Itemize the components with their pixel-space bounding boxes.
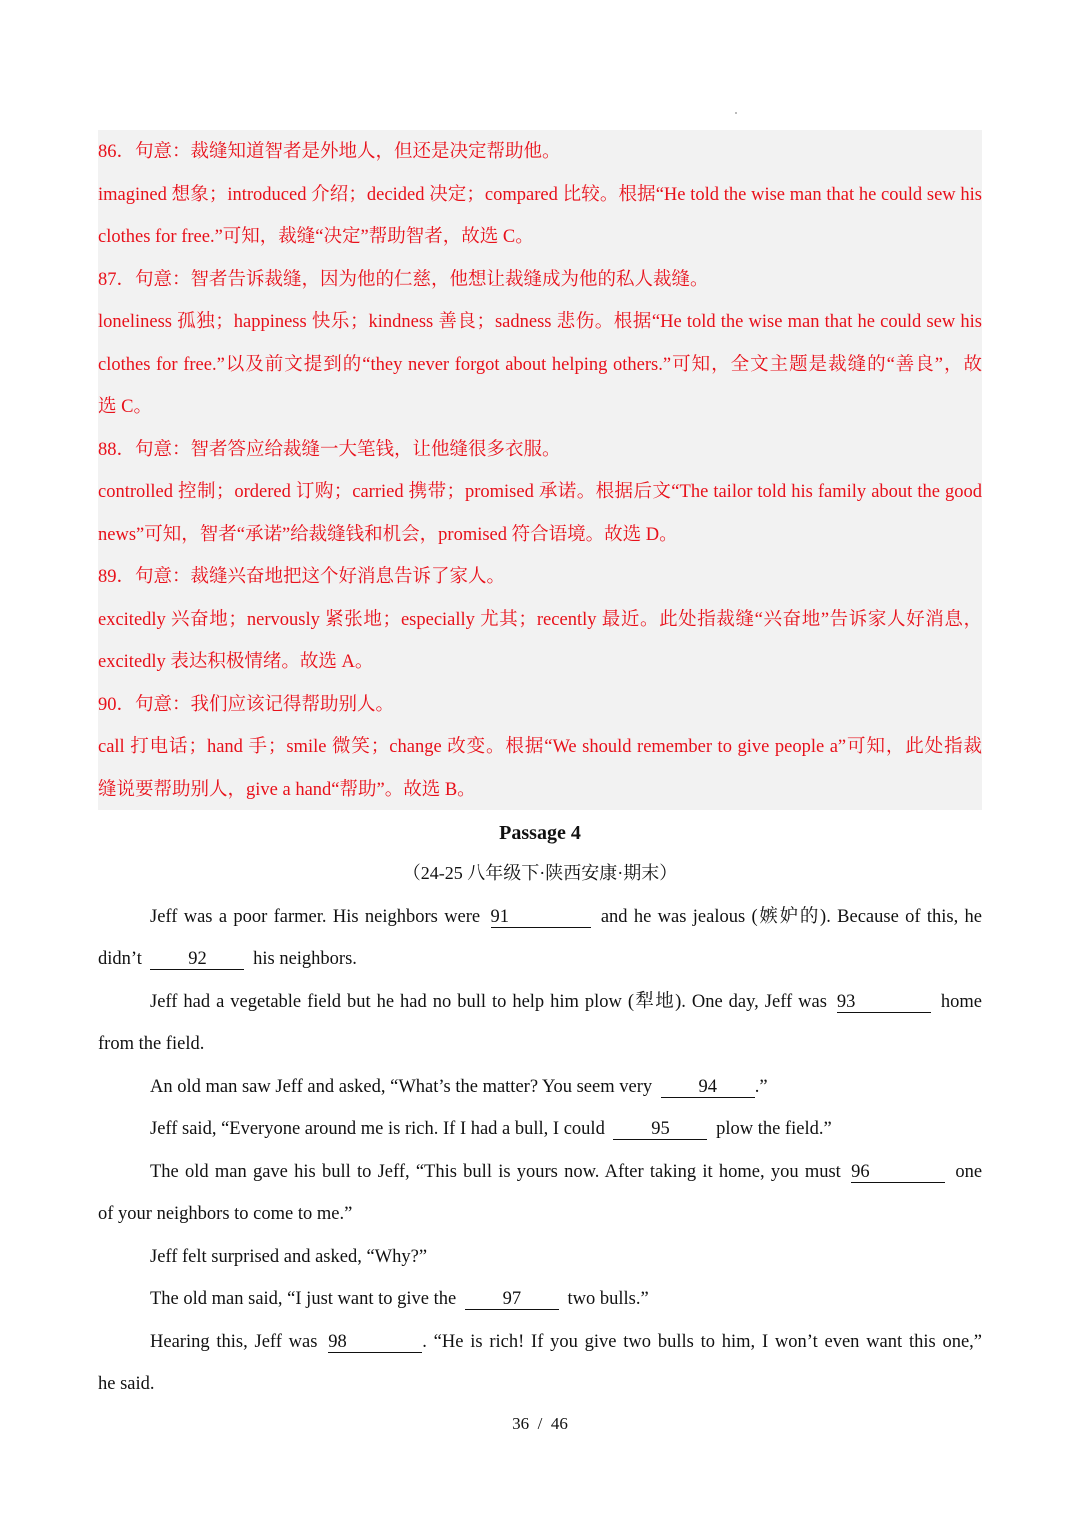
page-separator: / [537, 1414, 543, 1433]
answer-90-sentence: 90．句意：我们应该记得帮助别人。 [98, 695, 395, 715]
answer-90-explanation: call 打电话；hand 手；smile 微笑；change 改变。根据“We should remember to give people a”可知，此处指裁 [98, 737, 982, 757]
passage-text: and he was jealous (嫉妒的). Because of this, he [600, 907, 983, 927]
blank-91[interactable]: 91 [491, 907, 591, 928]
passage-text: The old man said, “I just want to give the [150, 1289, 457, 1309]
passage-text: The old man gave his bull to Jeff, “This bull is yours now. After taking it home, you must [150, 1162, 841, 1182]
passage-text: one [955, 1162, 983, 1182]
answer-90-explanation-cont: 缝说要帮助别人，give a hand“帮助”。故选 B。 [98, 780, 476, 800]
passage-text: two bulls.” [567, 1289, 649, 1309]
answer-87-conclusion: 选 C。 [98, 397, 152, 417]
passage-line [150, 905, 982, 929]
passage-line [98, 947, 982, 971]
passage-line [150, 990, 982, 1014]
passage-text: . “He is rich! If you give two bulls to him, I won’t even want this one,” [422, 1332, 982, 1352]
answer-86-explanation: imagined 想象；introduced 介绍；decided 决定；compared 比较。根据“He told the wise man that he could sew his [98, 185, 982, 205]
passage-text: Jeff said, “Everyone around me is rich. If I had a bull, I could [150, 1119, 605, 1139]
passage-line [150, 1075, 982, 1099]
passage-text: Jeff had a vegetable field but he had no bull to help him plow (犁地). One day, Jeff was [150, 992, 827, 1012]
passage-line [150, 1287, 982, 1311]
blank-94[interactable]: 94 [661, 1077, 755, 1098]
answer-87-explanation-cont: clothes for free.”以及前文提到的“they never forgot about helping others.”可知，全文主题是裁缝的“善良”，故 [98, 355, 982, 375]
passage-line [150, 1117, 982, 1141]
blank-98[interactable]: 98 [328, 1332, 422, 1353]
answer-88-sentence: 88．句意：智者答应给裁缝一大笔钱，让他缝很多衣服。 [98, 440, 561, 460]
blank-96[interactable]: 96 [851, 1162, 945, 1183]
passage-line: Jeff felt surprised and asked, “Why?” [150, 1247, 428, 1267]
passage-text: Hearing this, Jeff was [150, 1332, 318, 1352]
passage-title: Passage 4 [499, 822, 581, 844]
scan-dot [735, 112, 737, 114]
passage-text: .” [754, 1077, 768, 1097]
page-number [0, 1413, 1080, 1435]
blank-97[interactable]: 97 [465, 1289, 559, 1310]
passage-line [150, 1160, 982, 1184]
blank-92[interactable]: 92 [150, 949, 244, 970]
current-page: 36 [512, 1414, 530, 1433]
answer-87-explanation: loneliness 孤独；happiness 快乐；kindness 善良；sadness 悲伤。根据“He told the wise man that he could sew his [98, 312, 982, 332]
passage-text: didn’t [98, 949, 142, 969]
passage-line [150, 1330, 982, 1354]
answer-86-sentence: 86．句意：裁缝知道智者是外地人，但还是决定帮助他。 [98, 142, 561, 162]
passage-source: （24-25 八年级下·陕西安康·期末） [402, 863, 678, 883]
passage-text: his neighbors. [253, 949, 357, 969]
answer-89-sentence: 89．句意：裁缝兴奋地把这个好消息告诉了家人。 [98, 567, 506, 587]
blank-95[interactable]: 95 [613, 1119, 707, 1140]
passage-text: home [940, 992, 983, 1012]
passage-text: An old man saw Jeff and asked, “What’s the matter? You seem very [150, 1077, 653, 1097]
answer-86-explanation-cont: clothes for free.”可知，裁缝“决定”帮助智者，故选 C。 [98, 227, 534, 247]
answer-87-sentence: 87．句意：智者告诉裁缝，因为他的仁慈，他想让裁缝成为他的私人裁缝。 [98, 270, 709, 290]
passage-line: he said. [98, 1374, 155, 1394]
passage-line: from the field. [98, 1034, 205, 1054]
answer-89-explanation: excitedly 兴奋地；nervously 紧张地；especially 尤其；recently 最近。此处指裁缝“兴奋地”告诉家人好消息， [98, 610, 982, 630]
blank-93[interactable]: 93 [837, 992, 931, 1013]
passage-text: Jeff was a poor farmer. His neighbors were [150, 907, 481, 927]
answer-89-explanation-cont: excitedly 表达积极情绪。故选 A。 [98, 652, 374, 672]
answer-88-explanation: controlled 控制；ordered 订购；carried 携带；promised 承诺。根据后文“The tailor told his family about the good [98, 482, 982, 502]
passage-text: plow the field.” [716, 1119, 832, 1139]
passage-line: of your neighbors to come to me.” [98, 1204, 353, 1224]
answer-88-explanation-cont: news”可知，智者“承诺”给裁缝钱和机会，promised 符合语境。故选 D。 [98, 525, 678, 545]
total-pages: 46 [550, 1414, 568, 1433]
